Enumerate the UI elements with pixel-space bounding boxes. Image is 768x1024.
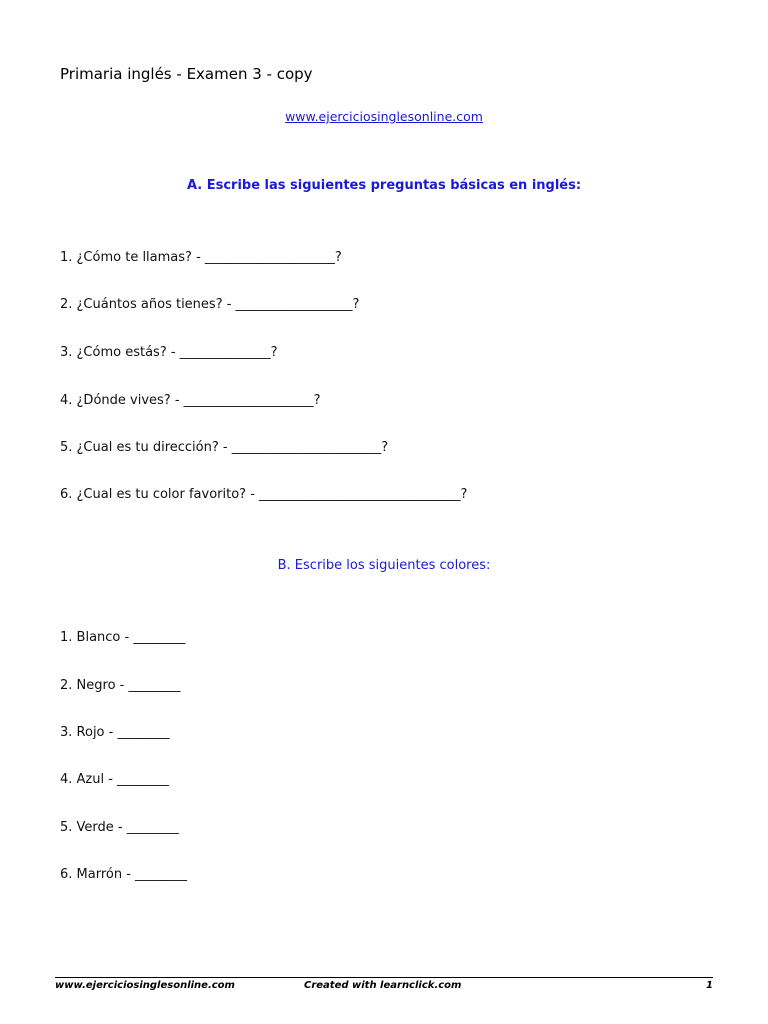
footer-credit: Created with learnclick.com <box>304 980 462 991</box>
section-b-heading: B. Escribe los siguientes colores: <box>277 558 491 573</box>
color-item: 3. Rojo - ________ <box>60 725 170 740</box>
question-item: 1. ¿Cómo te llamas? - ____________________? <box>60 250 342 265</box>
question-item: 6. ¿Cual es tu color favorito? - _______________________________? <box>60 487 468 502</box>
color-item: 1. Blanco - ________ <box>60 630 186 645</box>
color-item: 5. Verde - ________ <box>60 820 179 835</box>
color-item: 2. Negro - ________ <box>60 678 181 693</box>
color-item: 6. Marrón - ________ <box>60 867 188 882</box>
section-a-heading: A. Escribe las siguientes preguntas básicas en inglés: <box>186 178 582 193</box>
color-item: 4. Azul - ________ <box>60 772 170 787</box>
question-item: 2. ¿Cuántos años tienes? - __________________? <box>60 297 360 312</box>
footer-website: www.ejerciciosinglesonline.com <box>55 980 235 991</box>
footer-divider <box>55 977 713 978</box>
document-title: Primaria inglés - Examen 3 - copy <box>60 65 313 83</box>
question-item: 5. ¿Cual es tu dirección? - _______________________? <box>60 440 389 455</box>
question-item: 3. ¿Cómo estás? - ______________? <box>60 345 278 360</box>
page-number: 1 <box>706 980 713 991</box>
question-item: 4. ¿Dónde vives? - ____________________? <box>60 393 321 408</box>
website-link[interactable]: www.ejerciciosinglesonline.com <box>285 109 483 124</box>
